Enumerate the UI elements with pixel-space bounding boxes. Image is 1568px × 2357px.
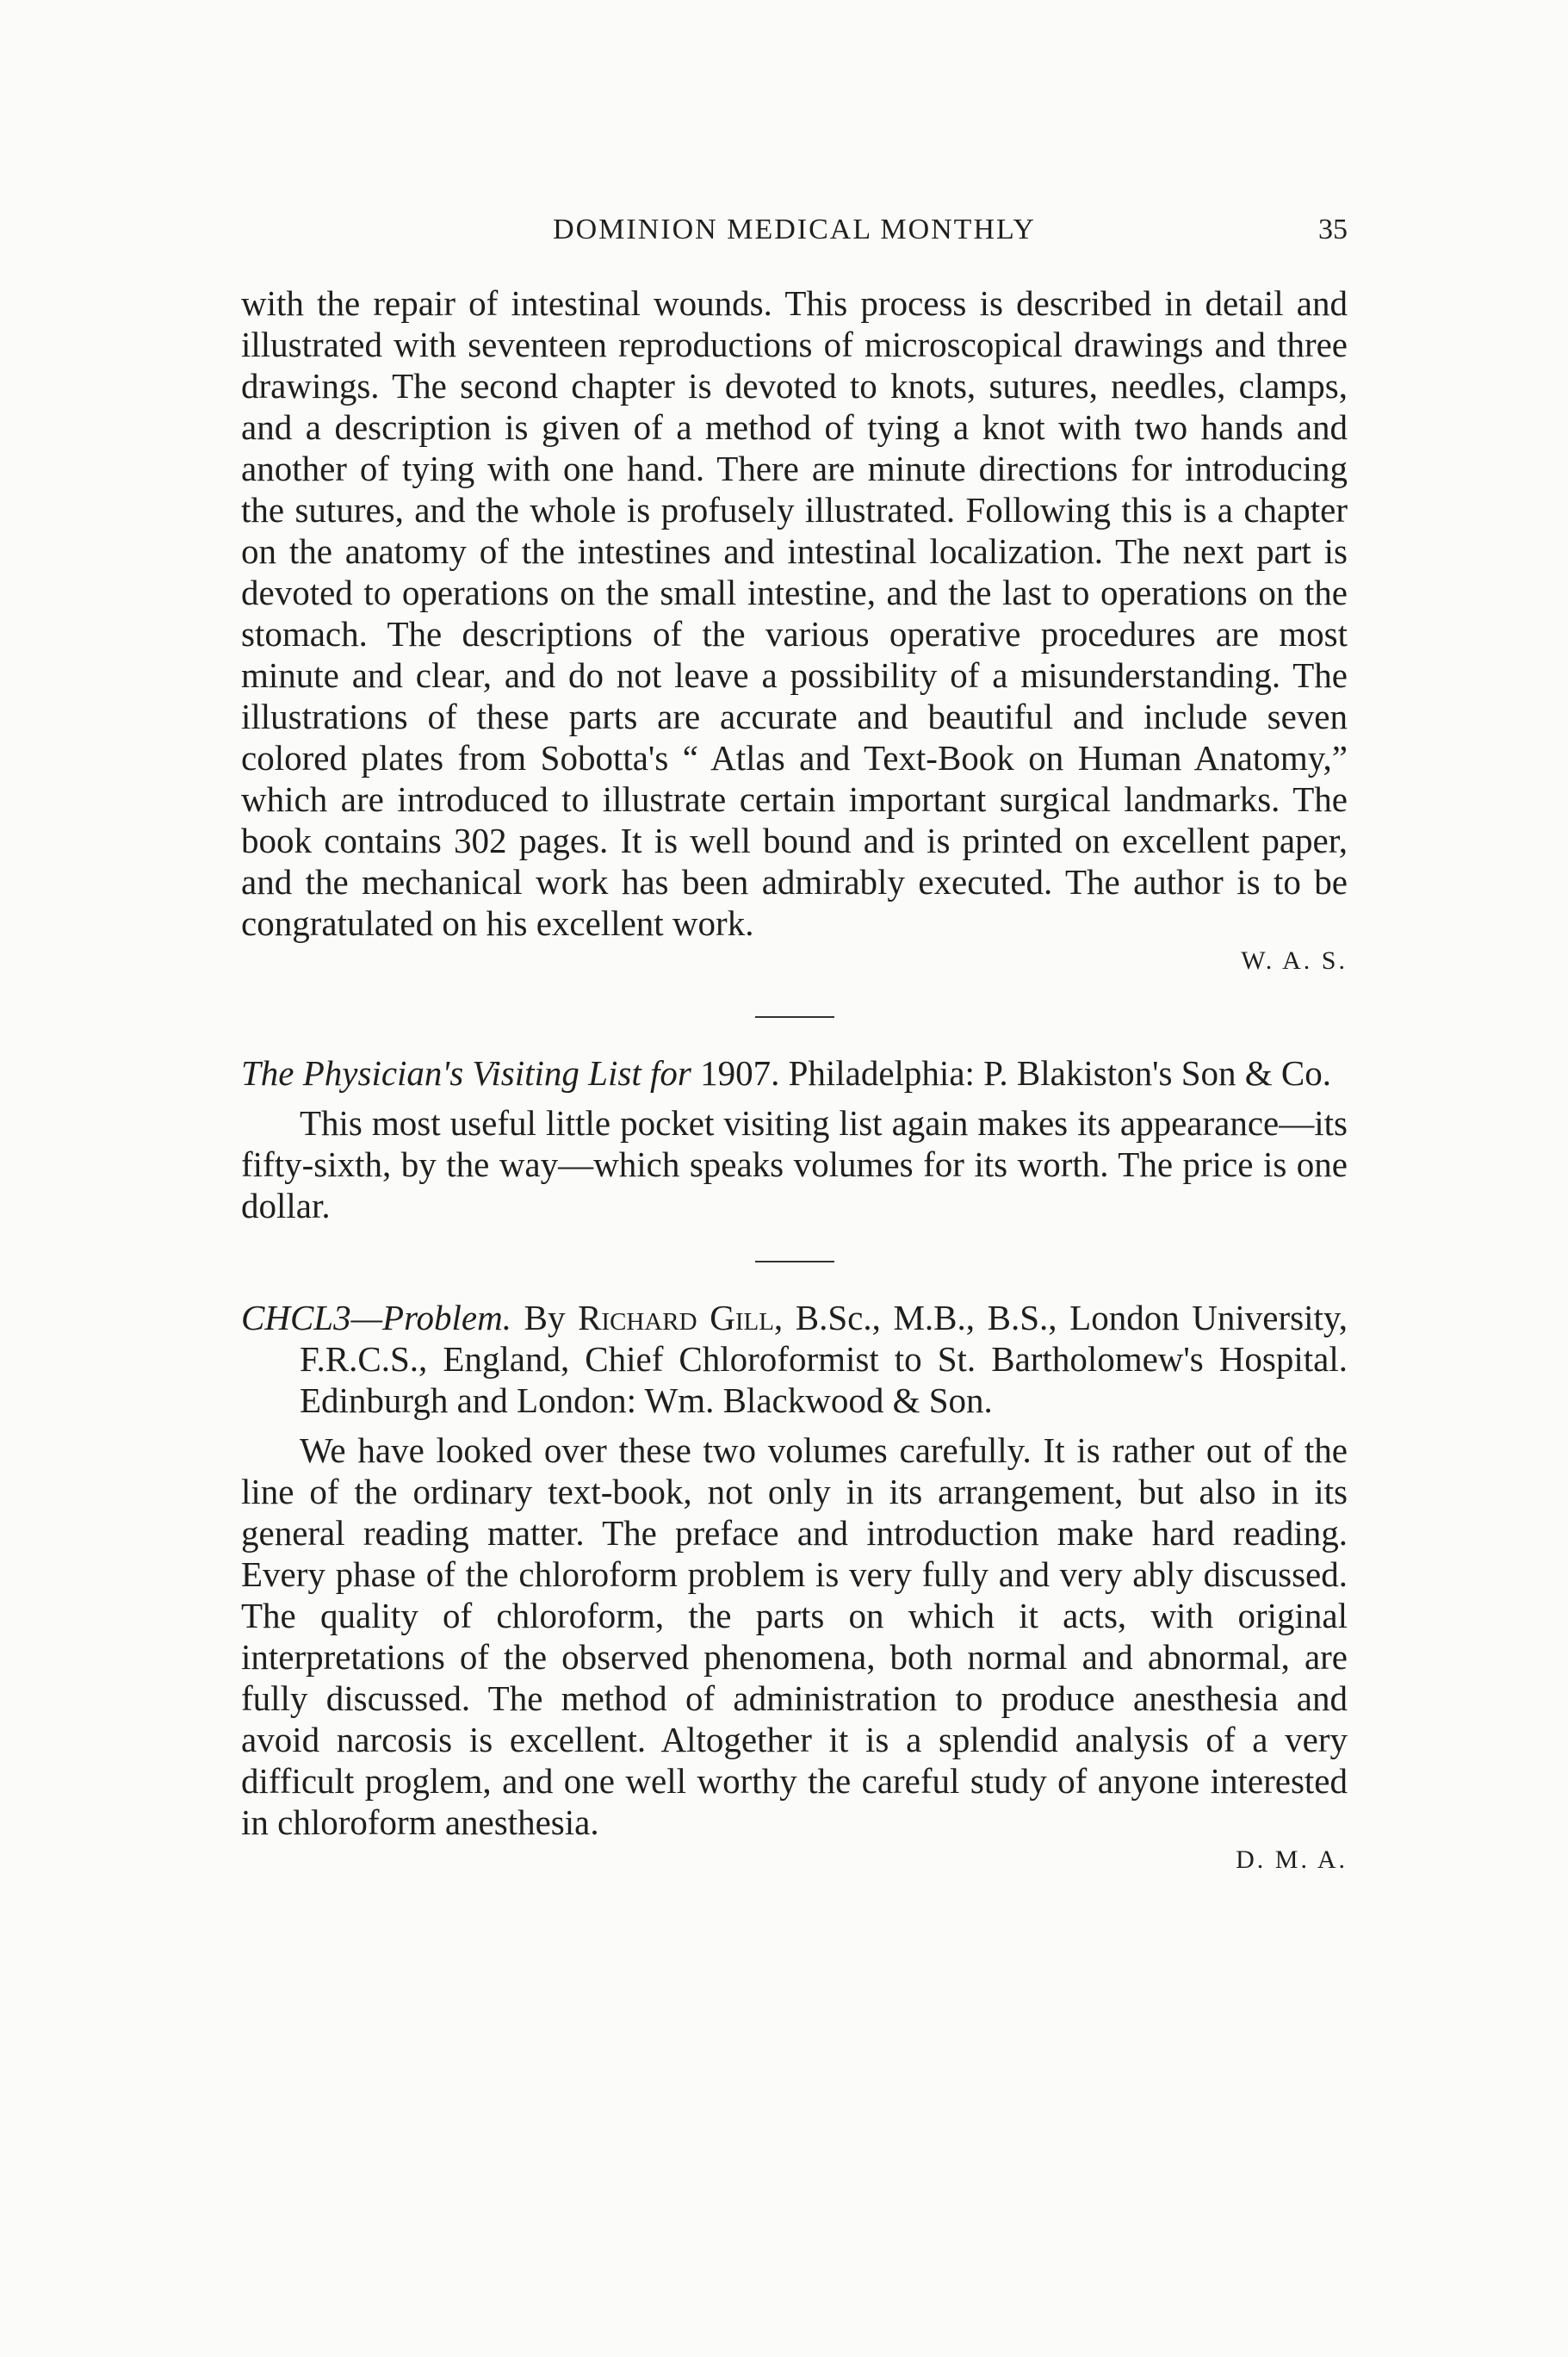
page-content [241, 282, 1348, 1881]
section-divider [755, 1261, 834, 1262]
review-three-by: By [511, 1298, 579, 1337]
review-two-heading [241, 1052, 1348, 1094]
review-three-details: , B.Sc., M.B., B.S., London University, F.R.C.S., England, Chief Chloroformist to St. Bartholomew's Hospital. Edinburgh and London: Wm. Blackwood & Son. [300, 1298, 1348, 1420]
section-divider [755, 1016, 834, 1018]
running-head: DOMINION MEDICAL MONTHLY [553, 214, 1036, 245]
review-one-text: with the repair of intestinal wounds. This process is described in detail and illustrated with seventeen reproductions of microscopical drawings and three drawings. The second chapter is devoted to knots, sutures, needles, clamps, and a description is given of a method of tying a knot with two hands and another of tying with one hand. There are minute directions for introducing the sutures, and the whole is profusely illustrated. Following this is a chapter on the anatomy of the intestines and intestinal localization. The next part is devoted to operations on the small intestine, and the last to operations on the stomach. The descriptions of the various operative procedures are most minute and clear, and do not leave a possibility of a misunderstanding. The illustrations of these parts are accurate and beautiful and include seven colored plates from Sobotta's “ Atlas and Text-Book on Human Anatomy,” which are introduced to illustrate certain important surgical landmarks. The book contains 302 pages. It is well bound and is printed on excellent paper, and the mechanical work has been admirably executed. The author is to be congratulated on his excellent work. [241, 283, 1348, 943]
review-three-signature: D. M. A. [1236, 1845, 1348, 1874]
review-two-publisher: Philadelphia: P. Blakiston's Son & Co. [779, 1053, 1331, 1093]
review-two-title: The Physician's Visiting List for [241, 1053, 691, 1093]
page-header [241, 214, 1348, 257]
page-number: 35 [1318, 214, 1348, 245]
review-two-year: 1907. [691, 1053, 780, 1093]
review-three-title: CHCL3—Problem. [241, 1298, 511, 1337]
review-one-body [241, 282, 1348, 944]
review-three-author: Richard Gill [578, 1298, 774, 1337]
review-one-signature: W. A. S. [1241, 946, 1348, 975]
review-three-heading [241, 1297, 1348, 1421]
review-two-body: This most useful little pocket visiting list again makes its appearance—its fifty-sixth, by the way—which speaks volumes for its worth. The price is one dollar. [241, 1103, 1348, 1225]
review-three-body: We have looked over these two volumes carefully. It is rather out of the line of the ordinary text-book, not only in its arrangement, but also in its general reading matter. The preface and introduction make hard reading. Every phase of the chloroform problem is very fully and very ably discussed. The quality of chloroform, the parts on which it acts, with original interpretations of the observed phenomena, both normal and abnormal, are fully discussed. The method of administration to produce anesthesia and avoid narcosis is excellent. Altogether it is a splendid analysis of a very difficult proglem, and one well worthy the careful study of anyone interested in chloroform anesthesia. [241, 1430, 1348, 1842]
